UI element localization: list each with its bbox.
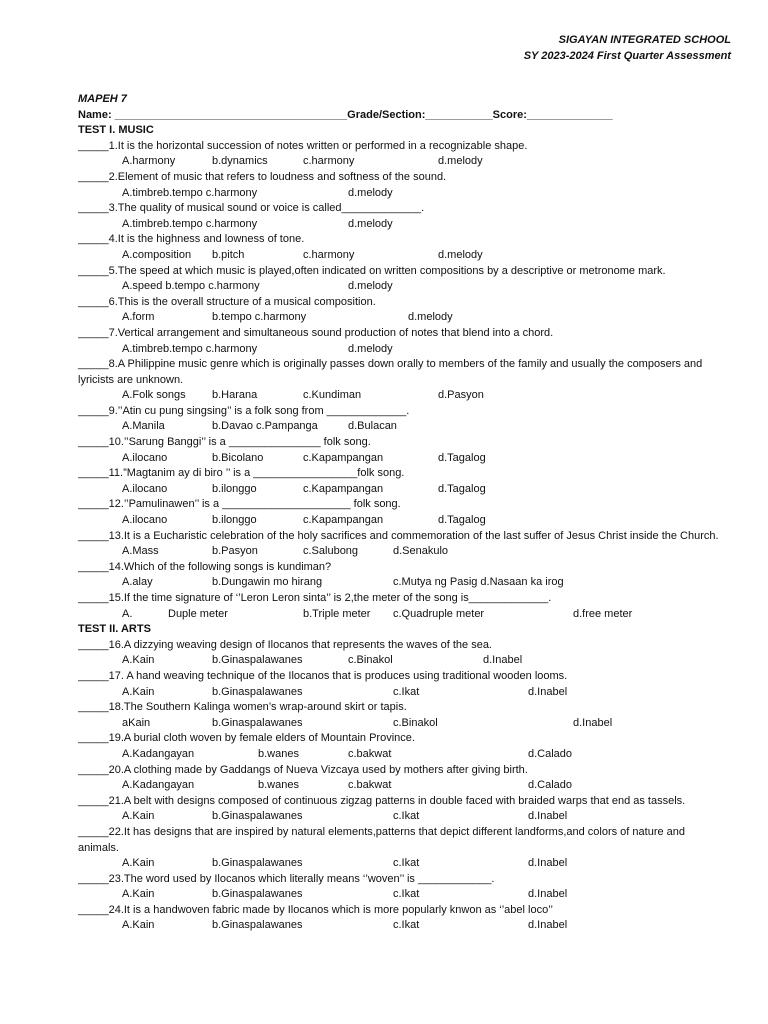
choices-row bbox=[78, 310, 728, 326]
choice-option: c.Kundiman bbox=[303, 389, 362, 402]
choice-option: d.Tagalog bbox=[438, 514, 486, 527]
question-text: _____10.’’Sarung Banggi’’ is a _______________ folk song. bbox=[78, 436, 371, 449]
choice-option: d.melody bbox=[348, 280, 393, 293]
school-header bbox=[524, 32, 731, 64]
choice-option: b.pitch bbox=[212, 248, 245, 261]
choices-row bbox=[78, 419, 728, 435]
choice-option: c.Ikat bbox=[393, 919, 420, 932]
question-text: _____12.’’Pamulinawen’’ is a _____________________ folk song. bbox=[78, 498, 401, 511]
choices-row bbox=[78, 248, 728, 264]
choices-row bbox=[78, 575, 728, 591]
choices-row bbox=[78, 685, 728, 701]
choice-option: b.ilonggo bbox=[212, 482, 257, 495]
question-text: _____1.It is the horizontal succession of notes written or performed in a recognizable shape. bbox=[78, 139, 528, 152]
choices-row bbox=[78, 716, 728, 732]
choice-option: d.Calado bbox=[528, 747, 573, 760]
choice-option: d.free meter bbox=[573, 607, 633, 620]
choice-option: aKain bbox=[122, 716, 151, 729]
question-text: _____13.It is a Eucharistic celebration of the holy sacrifices and commemoration of the last suffer of Jesus Christ inside the Church. bbox=[78, 529, 719, 542]
choices-row bbox=[78, 653, 728, 669]
choice-option: A.harmony bbox=[122, 155, 176, 168]
question-text: _____5.The speed at which music is played,often indicated on written compositions by a descriptive or metronome mark. bbox=[78, 264, 666, 277]
choices-row bbox=[78, 342, 728, 358]
choice-option: d.melody bbox=[348, 186, 393, 199]
choice-option: Duple meter bbox=[168, 607, 228, 620]
choice-option: d.Tagalog bbox=[438, 482, 486, 495]
choice-option: c.bakwat bbox=[348, 779, 392, 792]
choice-option: A.Kain bbox=[122, 654, 155, 667]
choice-option: d.Inabel bbox=[528, 857, 568, 870]
choice-option: A.Kain bbox=[122, 919, 155, 932]
choices-row bbox=[78, 388, 728, 404]
choice-option: A.timbreb.tempo c.harmony bbox=[122, 186, 258, 199]
choice-option: c.Kapampangan bbox=[303, 482, 384, 495]
choice-option: A.ilocano bbox=[122, 451, 168, 464]
choice-option: A.Mass bbox=[122, 545, 159, 558]
choice-option: A.composition bbox=[122, 248, 192, 261]
subject-title: MAPEH 7 bbox=[78, 93, 127, 105]
choice-option: A.Manila bbox=[122, 420, 165, 433]
question-text: _____21.A belt with designs composed of continuous zigzag patterns in double faced with braided warps that end as tassels. bbox=[78, 794, 686, 807]
choice-option: d.Calado bbox=[528, 779, 573, 792]
name-grade-score-line: Name: ______________________________________Grade/Section:___________Score:______________ bbox=[78, 108, 613, 121]
choice-option: b.dynamics bbox=[212, 155, 268, 168]
choice-option: b.Dungawin mo hirang bbox=[212, 576, 323, 589]
choices-row bbox=[78, 747, 728, 763]
choice-option: A.Kain bbox=[122, 857, 155, 870]
choice-option: c.harmony bbox=[303, 155, 355, 168]
choice-option: c.Kapampangan bbox=[303, 451, 384, 464]
choice-option: b.Bicolano bbox=[212, 451, 264, 464]
choice-option: d.melody bbox=[408, 311, 453, 324]
choice-option: b.Ginaspalawanes bbox=[212, 654, 303, 667]
choice-option: d.Inabel bbox=[528, 685, 568, 698]
choice-option: A.speed b.tempo c.harmony bbox=[122, 280, 260, 293]
choice-option: b.ilonggo bbox=[212, 514, 257, 527]
choice-option: c.bakwat bbox=[348, 747, 392, 760]
choice-option: d.melody bbox=[438, 155, 483, 168]
choice-option: c.harmony bbox=[303, 248, 355, 261]
choice-option: c.Binakol bbox=[393, 716, 438, 729]
choice-option: A.Kadangayan bbox=[122, 747, 195, 760]
question-text: _____14.Which of the following songs is kundiman? bbox=[78, 560, 332, 573]
choice-option: c.Mutya ng Pasig d.Nasaan ka irog bbox=[393, 576, 564, 589]
choice-option: A.Kain bbox=[122, 810, 155, 823]
choices-row bbox=[78, 154, 728, 170]
choice-option: c.Kapampangan bbox=[303, 514, 384, 527]
choices-row bbox=[78, 279, 728, 295]
choice-option: c.Quadruple meter bbox=[393, 607, 485, 620]
choices-row bbox=[78, 186, 728, 202]
choice-option: d.melody bbox=[348, 217, 393, 230]
choice-option: b.wanes bbox=[258, 747, 299, 760]
choices-row bbox=[78, 607, 728, 623]
choice-option: b.Ginaspalawanes bbox=[212, 888, 303, 901]
assessment-title: SY 2023-2024 First Quarter Assessment bbox=[523, 50, 731, 62]
choice-option: d.Bulacan bbox=[348, 420, 397, 433]
choice-option: d.melody bbox=[348, 342, 393, 355]
question-text: _____24.It is a handwoven fabric made by Ilocanos which is more popularly knwon as ‘’abel loco’’ bbox=[78, 903, 553, 916]
choice-option: c.Ikat bbox=[393, 857, 420, 870]
choice-option: A.Kain bbox=[122, 685, 155, 698]
choice-option: A.form bbox=[122, 311, 155, 324]
choice-option: d.Tagalog bbox=[438, 451, 486, 464]
choice-option: c.Ikat bbox=[393, 810, 420, 823]
choices-row bbox=[78, 856, 728, 872]
choice-option: d.Inabel bbox=[573, 716, 613, 729]
choices-row bbox=[78, 451, 728, 467]
choices-row bbox=[78, 217, 728, 233]
question-text: _____20.A clothing made by Gaddangs of Nueva Vizcaya used by mothers after giving birth. bbox=[78, 763, 528, 776]
exam-content bbox=[78, 92, 728, 934]
question-text: _____15.If the time signature of ‘’Leron Leron sinta’’ is 2,the meter of the song is_____________. bbox=[78, 592, 552, 604]
question-text: _____2.Element of music that refers to loudness and softness of the sound. bbox=[78, 170, 447, 183]
choice-option: b.Ginaspalawanes bbox=[212, 919, 303, 932]
choice-option: A.ilocano bbox=[122, 482, 168, 495]
choice-option: b.Triple meter bbox=[303, 607, 371, 620]
choice-option: d.Inabel bbox=[528, 888, 568, 901]
choices-row bbox=[78, 544, 728, 560]
choice-option: A.Kadangayan bbox=[122, 779, 195, 792]
question-text: _____19.A burial cloth woven by female elders of Mountain Province. bbox=[78, 732, 415, 745]
choice-option: c.Ikat bbox=[393, 685, 420, 698]
question-text: _____16.A dizzying weaving design of Ilocanos that represents the waves of the sea. bbox=[78, 638, 492, 651]
question-text: _____18.The Southern Kalinga women’s wrap-around skirt or tapis. bbox=[78, 701, 407, 714]
choice-option: b.Harana bbox=[212, 389, 258, 402]
choice-option: A.Kain bbox=[122, 888, 155, 901]
choice-option: b.Ginaspalawanes bbox=[212, 716, 303, 729]
question-text: _____4.It is the highness and lowness of tone. bbox=[78, 233, 305, 246]
question-text: _____22.It has designs that are inspired by natural elements,patterns that depict different landforms,and colors of nature and animals. bbox=[78, 825, 686, 854]
choice-option: d.Inabel bbox=[528, 810, 568, 823]
question-text: _____3.The quality of musical sound or voice is called_____________. bbox=[78, 202, 425, 215]
school-name: SIGAYAN INTEGRATED SCHOOL bbox=[558, 34, 731, 46]
choice-option: A.timbreb.tempo c.harmony bbox=[122, 217, 258, 230]
choice-option: b.tempo c.harmony bbox=[212, 311, 307, 324]
choices-row bbox=[78, 809, 728, 825]
choice-option: b.wanes bbox=[258, 779, 299, 792]
choice-option: A.timbreb.tempo c.harmony bbox=[122, 342, 258, 355]
choice-option: d.Inabel bbox=[528, 919, 568, 932]
question-text: _____17. A hand weaving technique of the Ilocanos that is produces using traditional wooden looms. bbox=[78, 669, 568, 682]
choices-row bbox=[78, 918, 728, 934]
question-text: _____23.The word used by Ilocanos which literally means ‘’woven’’ is ____________. bbox=[78, 872, 495, 885]
choices-row bbox=[78, 513, 728, 529]
choices-row bbox=[78, 482, 728, 498]
choices-row bbox=[78, 887, 728, 903]
choice-option: c.Binakol bbox=[348, 654, 393, 667]
choice-option: c.Salubong bbox=[303, 545, 359, 558]
question-text: _____8.A Philippine music genre which is originally passes down orally to members of the family and usually the composers and lyricists are unknown. bbox=[78, 358, 703, 386]
choice-option: A.Folk songs bbox=[122, 389, 186, 402]
choice-option: A. bbox=[122, 607, 133, 620]
question-text: _____6.This is the overall structure of a musical composition. bbox=[78, 295, 376, 308]
section-title: TEST II. ARTS bbox=[78, 623, 151, 636]
choice-option: A.alay bbox=[122, 576, 153, 589]
choice-option: b.Pasyon bbox=[212, 545, 258, 558]
question-text: _____11.”Magtanim ay di biro ’’ is a _________________folk song. bbox=[78, 467, 405, 480]
choices-row bbox=[78, 778, 728, 794]
choice-option: b.Ginaspalawanes bbox=[212, 810, 303, 823]
choice-option: d.melody bbox=[438, 248, 483, 261]
choice-option: d.Senakulo bbox=[393, 545, 449, 558]
question-text: _____7.Vertical arrangement and simultaneous sound production of notes that blend into a chord. bbox=[78, 326, 554, 339]
choice-option: d.Pasyon bbox=[438, 389, 484, 402]
section-title: TEST I. MUSIC bbox=[78, 124, 154, 137]
choice-option: b.Ginaspalawanes bbox=[212, 857, 303, 870]
choice-option: d.Inabel bbox=[483, 654, 523, 667]
choice-option: A.ilocano bbox=[122, 514, 168, 527]
choice-option: b.Ginaspalawanes bbox=[212, 685, 303, 698]
choice-option: c.Ikat bbox=[393, 888, 420, 901]
question-text: _____9.’’Atin cu pung singsing’’ is a folk song from _____________. bbox=[78, 404, 410, 417]
choice-option: b.Davao c.Pampanga bbox=[212, 420, 318, 433]
